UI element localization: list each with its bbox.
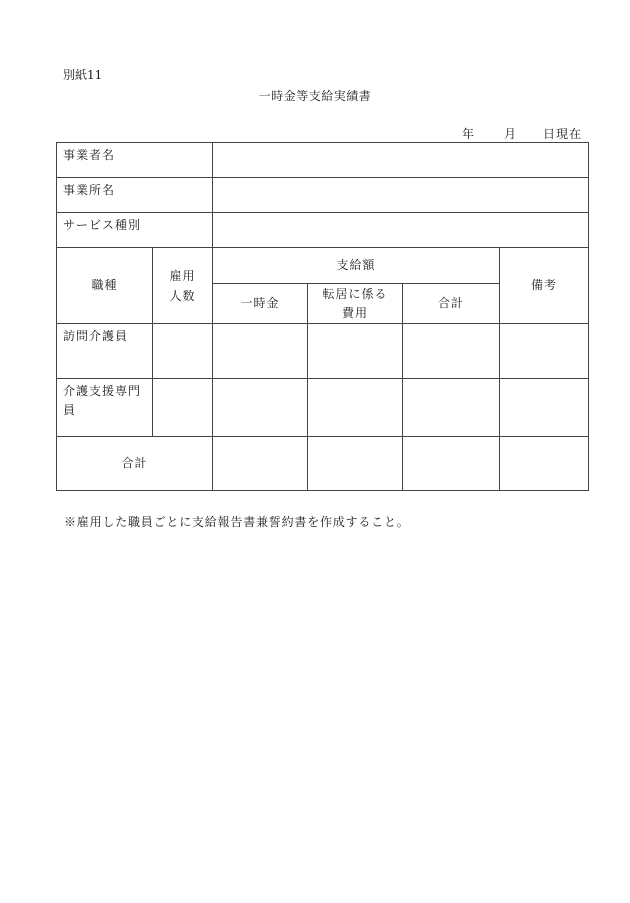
business-name-field[interactable]	[213, 143, 589, 178]
date-year-label: 年	[462, 127, 475, 141]
job-label-care-manager	[57, 379, 153, 437]
subtotal-cell[interactable]	[403, 324, 500, 379]
job-label-home-care: 訪問介護員	[57, 324, 153, 379]
date-line	[459, 125, 584, 141]
document-label: 別紙11	[63, 68, 103, 82]
lump-sum-cell[interactable]	[213, 379, 308, 437]
footnote: ※雇用した職員ごとに支給報告書兼誓約書を作成すること。	[64, 515, 410, 529]
employed-count-text: 雇用人数	[169, 268, 196, 303]
job-type-header: 職種	[57, 248, 153, 324]
document-title: 一時金等支給実績書	[258, 89, 372, 103]
results-table	[56, 142, 589, 491]
office-name-row	[57, 178, 589, 213]
relocation-cost-cell[interactable]	[308, 379, 403, 437]
employed-count-header	[153, 248, 213, 324]
service-type-field[interactable]	[213, 213, 589, 248]
business-name-row	[57, 143, 589, 178]
relocation-cost-text: 転居に係る費用	[322, 286, 388, 320]
lump-sum-cell[interactable]	[213, 324, 308, 379]
office-name-field[interactable]	[213, 178, 589, 213]
table-row	[57, 324, 589, 379]
service-type-row	[57, 213, 589, 248]
header-row-1	[57, 248, 589, 284]
job-label-care-manager-text: 介護支援専門員	[63, 384, 142, 417]
office-name-label: 事業所名	[57, 178, 213, 213]
subtotal-cell[interactable]	[403, 379, 500, 437]
total-subtotal-cell[interactable]	[403, 437, 500, 491]
total-remarks-cell[interactable]	[500, 437, 589, 491]
remarks-cell[interactable]	[500, 379, 589, 437]
total-label: 合計	[57, 437, 213, 491]
date-day-label: 日現在	[543, 127, 583, 141]
remarks-cell[interactable]	[500, 324, 589, 379]
table-row	[57, 379, 589, 437]
payment-amount-header: 支給額	[213, 248, 500, 284]
total-lump-sum-cell[interactable]	[213, 437, 308, 491]
total-row	[57, 437, 589, 491]
service-type-label: サービス種別	[57, 213, 213, 248]
remarks-header: 備考	[500, 248, 589, 324]
business-name-label: 事業者名	[57, 143, 213, 178]
total-relocation-cost-cell[interactable]	[308, 437, 403, 491]
employed-count-cell[interactable]	[153, 379, 213, 437]
relocation-cost-header	[308, 284, 403, 324]
relocation-cost-cell[interactable]	[308, 324, 403, 379]
lump-sum-header: 一時金	[213, 284, 308, 324]
date-month-label: 月	[504, 127, 517, 141]
subtotal-header: 合計	[403, 284, 500, 324]
employed-count-cell[interactable]	[153, 324, 213, 379]
